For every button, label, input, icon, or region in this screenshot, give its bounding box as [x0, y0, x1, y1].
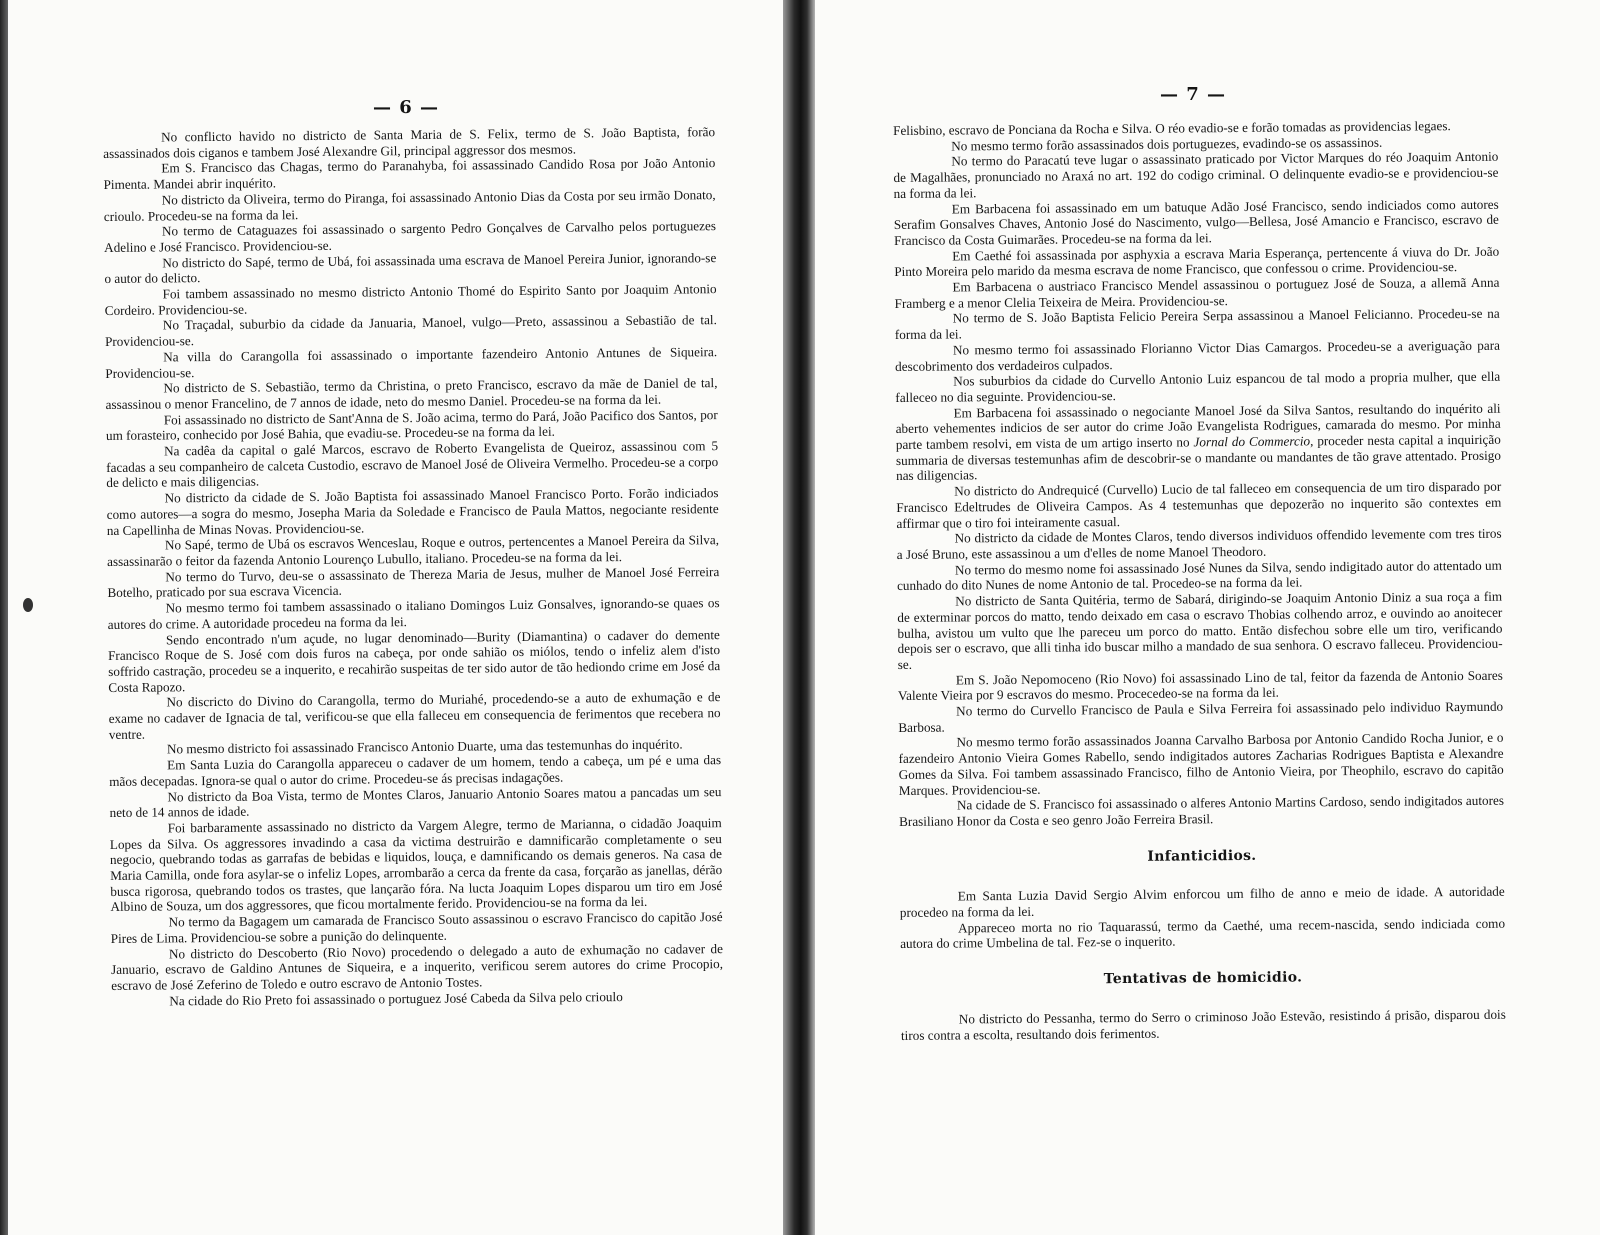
paragraph: No termo de S. João Baptista Felicio Pereira Serpa assassinou a Manoel Felicianno. Procedeu-se na forma da lei.	[894, 306, 1500, 343]
right-paragraphs-before-barbacena	[893, 133, 1500, 405]
paragraph: No districto de Santa Quitéria, termo de Sabará, dirigindo-se Joaquim Antonio Diniz a sua roça a fim de exterminar porcos do matto, tendo deixado em casa o escravo Thobias colhendo arroz, e ouvindo ao anoitecer bulha, avistou um vulto que lhe pareceu um porco do matto. Então disfechou sobre elle um tiro, verificando depois ser o escravo, que alli tinha ido buscar milho a mandado de sua senhora. O escravo falleceu. Providenciou-se.	[897, 588, 1503, 672]
paragraph: Em Barbacena o austriaco Francisco Mendel assassinou o portuguez José de Souza, a allemã Anna Framberg e a menor Clelia Teixeira de Meira. Providenciou-se.	[894, 274, 1500, 311]
paragraph: Na cadêa da capital o galé Marcos, escravo de Roberto Evangelista de Queiroz, assassinou com 5 facadas a seu companheiro de calceta Custodio, escravo de Manoel José de Oliveira Vermelho. Procedeu-se a corpo de delicto e mais diligencias.	[106, 438, 719, 491]
paragraph: No districto do Pessanha, termo do Serro o criminoso João Estevão, resistindo á prisão, disparou dois tiros contra a escolta, resultando dois ferimentos.	[900, 1006, 1506, 1043]
paragraph: No Traçadal, suburbio da cidade da Januaria, Manoel, vulgo—Preto, assassinou a Sebastião de tal. Providenciou-se.	[104, 312, 717, 350]
paragraph: No discricto do Divino do Carangolla, termo do Muriahé, procedendo-se a auto de exhumação e de exame no cadaver de Ignacia de tal, verificou-se que ella falleceu em consequencia de ferimentos que recebera no ventre.	[108, 689, 721, 742]
paragraph: No termo do Curvello Francisco de Paula e Silva Ferreira foi assassinado pelo individuo Raymundo Barbosa.	[898, 698, 1504, 735]
paragraph: Foi assassinado no districto de Sant'Anna de S. João acima, termo do Pará, João Pacifico dos Santos, por um forasteiro, conhecido por José Bahia, que evadiu-se. Procedeu-se na forma da lei.	[105, 406, 718, 444]
paragraph: Appareceo morta no rio Taquarassú, termo da Caethé, uma recem-nascida, sendo indiciada como autora do crime Umbelina de tal. Fez-se o inquerito.	[900, 915, 1506, 952]
paragraph: Em Santa Luzia David Sergio Alvim enforcou um filho de anno e meio de idade. A autoridade procedeo na forma da lei.	[899, 884, 1505, 921]
section-heading-infanticidios: Infanticidios.	[1147, 847, 1257, 865]
paper-blemish	[23, 598, 33, 612]
paragraph: Em Barbacena foi assassinado em um batuque Adão José Francisco, sendo indiciados como autores Serafim Gonsalves Chaves, Antonio José do Nascimento, vulgo—Bellesa, José Amancio e Francisco, escravo de Francisco da Costa Guimarães. Procedeu-se na forma da lei.	[893, 196, 1499, 248]
paragraph: No districto da cidade de Montes Claros, tendo diversos individuos offendido levemente com tres tiros a José Bruno, este assassinou a um d'elles de nome Manoel Theodoro.	[896, 525, 1502, 562]
paragraph: Foi barbaramente assassinado no districto da Vargem Alegre, termo de Marianna, o cidadão Joaquim Lopes da Silva. Os aggressores invadindo a casa da victima destruirão e damnificarão completamente o seu negocio, quebrando todas as garrafas de bebidas e liquidos, louça, e damnificando os demais generos. Na casa de Maria Camilla, onde fora asylar-se o infeliz Lopes, arrombarão a cerca da frente da casa, forçarão as janellas, dérão busca rigorosa, quebrando todos os trastes, que lançarão fóra. Na lucta Joaquim Lopes disparou um tiro em José Albino de Souza, um dos aggressores, que ficou mortalmente ferido. Providenciou-se na forma da lei.	[109, 815, 723, 915]
page-number: — 7 —	[1160, 84, 1227, 105]
paragraph: Em Caethé foi assassinada por asphyxia a escrava Maria Esperança, pertencente á viuva do Dr. João Pinto Moreira pelo marido da mesma escrava de nome Francisco, que confessou o crime. Providenciou-se.	[894, 243, 1500, 280]
paragraph: No districto do Descoberto (Rio Novo) procedendo o delegado a auto de exhumação no cadaver de Januario, escravo de Galdino Antunes de Siqueira, e a inquerito, verificou serem autores do crime Procopio, escravo de José Zeferino de Toledo e outro escravo de Antonio Tostes.	[110, 940, 724, 993]
paragraph: No districto do Sapé, termo de Ubá, foi assassinada uma escrava de Manoel Pereira Junior, ignorando-se o autor do delicto.	[104, 249, 717, 287]
paragraph: No districto do Andrequicé (Curvello) Lucio de tal falleceo em consequencia de um tiro disparado por Francisco Edeltrudes de Oliveira Campos. As 4 testemunhas que depozerão no inquerito são contextes em affirmar que o tiro foi inteiramente casual.	[896, 478, 1502, 531]
paragraph: Foi tambem assassinado no mesmo districto Antonio Thomé do Espirito Santo por Joaquim Antonio Cordeiro. Providenciou-se.	[104, 281, 717, 318]
continued-paragraph: Felisbino, escravo de Ponciana da Rocha e Silva. O réo evadio-se e forão tomadas as providencias legaes.	[893, 118, 1451, 138]
barbacena-paragraph	[895, 400, 1501, 484]
right-paragraphs-after-barbacena	[896, 479, 1504, 830]
paragraph: No termo da Bagagem um camarada de Francisco Souto assassinou o escravo Francisco do capitão José Pires de Lima. Providenciou-se sobre a punição do delinquente.	[110, 909, 723, 946]
tentativas-section	[901, 1007, 1506, 1044]
paragraph: Em S. João Nepomoceno (Rio Novo) foi assassinado Lino de tal, feitor da fazenda de Antonio Soares Valente Vieira por 9 escravos do mesmo. Procecedeo-se na forma da lei.	[897, 667, 1503, 704]
newspaper-title: Jornal do Commercio	[1193, 433, 1311, 450]
paragraph: Nos suburbios da cidade do Curvello Antonio Luiz espancou de tal modo a propria mulher, que ella falleceo no dia seguinte. Providenciou-se.	[895, 368, 1501, 405]
section-heading-tentativas: Tentativas de homicidio.	[1103, 969, 1303, 988]
paragraph: Em Santa Luzia do Carangolla appareceu o cadaver de um homem, tendo a cabeça, um pé e uma das mãos decepadas. Ignora-se qual o autor do crime. Procedeu-se ás precisas indagações.	[109, 752, 722, 789]
right-page	[815, 0, 1600, 1235]
paragraph: No Sapé, termo de Ubá os escravos Wenceslau, Roque e outros, pertencentes a Manoel Pereira da Silva, assassinarão o feitor da fazenda Antonio Lourenço Lubullo, italiano. Procedeu-se na forma da lei.	[107, 532, 720, 569]
book-gutter	[783, 0, 815, 1235]
paragraph: Na cidade do Rio Preto foi assassinado o portuguez José Cabeda da Silva pelo crioulo	[169, 988, 623, 1009]
paragraph: No mesmo districto foi assassinado Francisco Antonio Duarte, uma das testemunhas do inquérito.	[166, 736, 683, 757]
paragraph: No mesmo termo foi tambem assassinado o italiano Domingos Luiz Gonsalves, ignorando-se quaes os autores do crime. A autoridade procedeu na forma da lei.	[107, 595, 720, 632]
paragraph: No termo do mesmo nome foi assassinado José Nunes da Silva, sendo indigitado autor do attentado um cunhado do dito Nunes de nome Antonio de tal. Procedeo-se na forma da lei.	[896, 557, 1502, 594]
paragraph: Em S. Francisco das Chagas, termo do Paranahyba, foi assassinado Candido Rosa por João Antonio Pimenta. Mandei abrir inquérito.	[103, 155, 716, 193]
left-page	[8, 0, 783, 1235]
barbacena-tail-text: , proceder nesta capital a inquirição summaria de diversas testemunhas afim de descobrir-se o mandante ou mandantes de tão grave attentado. Prosigo nas diligencias.	[895, 431, 1501, 484]
paragraph: Na villa do Carangolla foi assassinado o importante fazendeiro Antonio Antunes de Siqueira. Providenciou-se.	[105, 343, 718, 381]
paragraph: No mesmo termo foi assassinado Florianno Victor Dias Camargos. Procedeu-se a averiguação para descobrimento dos verdadeiros culpados.	[895, 337, 1501, 374]
paragraph: No termo do Turvo, deu-se o assassinato de Thereza Maria de Jesus, mulher de Manoel José Ferreira Botelho, praticado por sua escrava Vicencia.	[107, 563, 720, 601]
paragraph: No districto da cidade de S. João Baptista foi assassinado Manoel Francisco Porto. Forão indiciados como autores—a sogra do mesmo, Josepha Maria da Soledade e Francisco de Paula Mattos, negociante residente na Capellinha de Minas Novas. Providenciou-se.	[106, 485, 719, 538]
paragraph: No districto de S. Sebastião, termo da Christina, o preto Francisco, escravo da mãe de Daniel de tal, assassinou o menor Francelino, de 7 annos de idade, neto do mesmo Daniel. Procedeu-se na forma da lei.	[105, 375, 718, 412]
paragraph: No districto da Boa Vista, termo de Montes Claros, Januario Antonio Soares matou a pancadas um seu neto de 14 annos de idade.	[109, 783, 722, 821]
paragraph: No termo do Paracatú teve lugar o assassinato praticado por Victor Marques do réo Joaquim Antonio de Magalhães, pronunciado no Araxá no art. 192 do codigo criminal. O delinquente evadio-se e providenciou-se na forma da lei.	[893, 149, 1499, 201]
left-page-body	[103, 124, 723, 1009]
paragraph: No termo de Cataguazes foi assassinado o sargento Pedro Gonçalves de Carvalho pelos portuguezes Adelino e José Francisco. Providenciou-se.	[104, 218, 717, 255]
paragraph: No mesmo termo forão assassinados dois portuguezes, evadindo-se os assassinos.	[951, 134, 1383, 154]
right-page-body	[893, 118, 1506, 1044]
paragraph: No conflicto havido no districto de Santa Maria de S. Felix, termo de S. João Baptista, forão assassinados dois ciganos e tambem José Alexandre Gil, principal aggressor dos mesmos.	[103, 124, 716, 161]
page-number: — 6 —	[373, 97, 440, 118]
paragraph: No mesmo termo forão assassinados Joanna Carvalho Barbosa por Antonio Candido Rocha Junior, e o fazendeiro Antonio Vieira Gomes Rabello, sendo indigitados autores Zacharias Rodrigues Baptista e Alexandre Gomes da Silva. Foi tambem assassinado Francisco, filho de Antonio Vieira, por Theophilo, escravo do capitão Marques. Providenciou-se.	[898, 730, 1504, 798]
barbacena-lead-text: Em Barbacena foi assassinado o negociante Manoel José da Silva Santos, resultando do inquérito ali aberto vehementes indicios de ser autor do crime João Evangelista Rodrigues, camarada do mesmo. Por minha parte tambem resolvi, em vista de um artigo inserto no	[895, 400, 1501, 453]
paragraph: Na cidade de S. Francisco foi assassinado o alferes Antonio Martins Cardoso, sendo indigitados autores Brasiliano Honor da Costa e seo genro João Ferreira Brasil.	[899, 792, 1505, 829]
paragraph: Sendo encontrado n'um açude, no lugar denominado—Burity (Diamantina) o cadaver do demente Francisco Roque de S. José com dois furos na cabeça, por onde sahião os miólos, tendo o infeliz alem d'isto soffrido castração, procedeu se a inquerito, e recahirão suspeitas de ter sido autor de tão hediondo crime em José da Costa Rapozo.	[107, 626, 721, 695]
paragraph: No districto da Oliveira, termo do Piranga, foi assassinado Antonio Dias da Costa por seu irmão Donato, crioulo. Procedeu-se na forma da lei.	[103, 186, 716, 224]
infanticidios-section	[900, 884, 1506, 952]
